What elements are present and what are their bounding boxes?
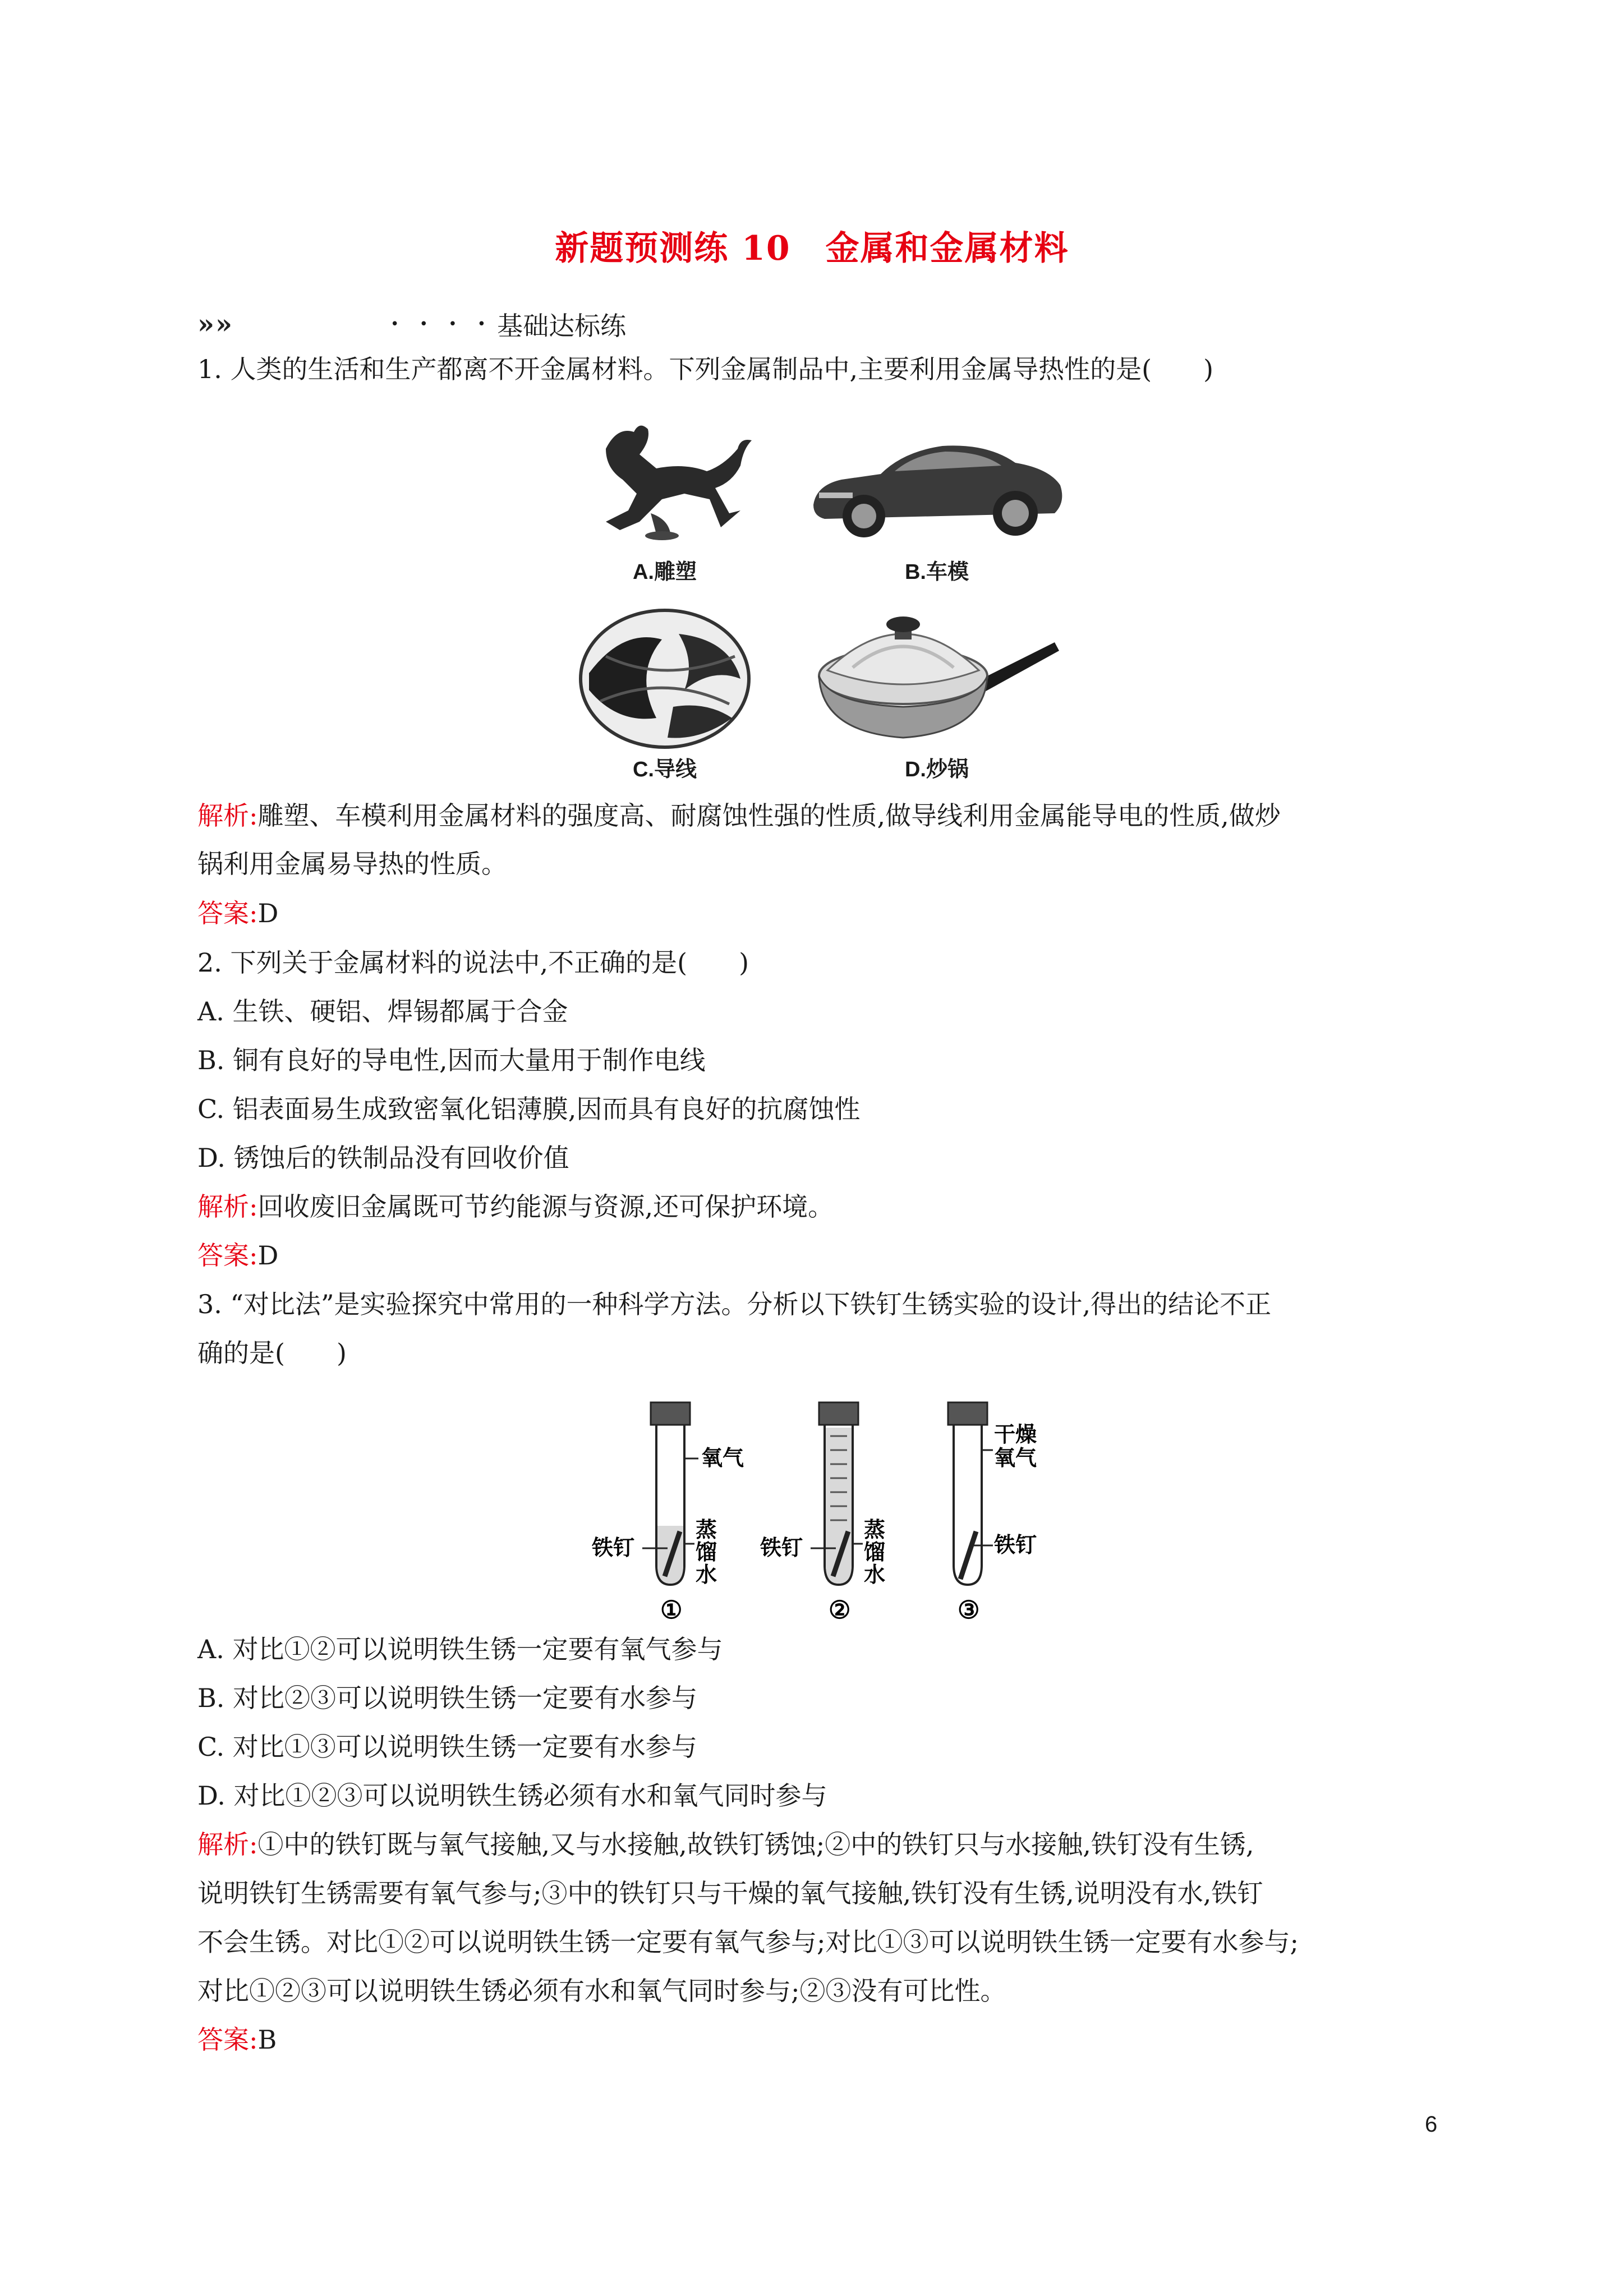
q1-analysis-line1 [197, 799, 1281, 832]
page-number: 6 [1425, 2112, 1438, 2137]
tube2-water-label-2: 馏 [864, 1541, 886, 1565]
horse-sculpture-image [572, 415, 757, 544]
q2-answer-value: D [257, 1240, 279, 1271]
tube2-water-label-1: 蒸 [864, 1519, 886, 1542]
tube1-water-label-1: 蒸 [696, 1519, 717, 1542]
q2-option-d: D. 锈蚀后的铁制品没有回收价值 [197, 1143, 569, 1173]
q1-figure-label-b: B.车模 [904, 560, 969, 584]
q1-figure-label-a: A.雕塑 [632, 560, 697, 584]
q3-answer-prefix: 答案: [197, 2024, 258, 2055]
test-tube-3 [948, 1402, 1037, 1624]
q3-analysis-line1 [197, 1828, 1254, 1861]
q1-analysis-prefix: 解析: [197, 800, 258, 831]
page-title: 新题预测练 10 金属和金属材料 [555, 229, 1069, 268]
chevron-icon-2: » [215, 309, 228, 340]
q3-option-b: B. 对比②③可以说明铁生锈一定要有水参与 [197, 1683, 698, 1713]
tube3-top-label-2: 氧气 [994, 1447, 1037, 1470]
tube1-nail-label: 铁钉 [592, 1536, 635, 1560]
q2-option-c: C. 铝表面易生成致密氧化铝薄膜,因而具有良好的抗腐蚀性 [197, 1094, 861, 1124]
q2-option-b: B. 铜有良好的导电性,因而大量用于制作电线 [197, 1045, 706, 1075]
tube2-water-label-3: 水 [864, 1563, 886, 1587]
q3-stem-line1: 3. “对比法”是实验探究中常用的一种科学方法。分析以下铁钉生锈实验的设计,得出的结论不正 [197, 1289, 1272, 1319]
test-tube-figure [583, 1397, 1066, 1627]
q1-figure-label-c: C.导线 [632, 758, 697, 781]
tube2-number: ② [829, 1596, 851, 1624]
q3-analysis-line2: 说明铁钉生锈需要有氧气参与;③中的铁钉只与干燥的氧气接触,铁钉没有生锈,说明没有水,铁钉 [197, 1878, 1263, 1908]
q2-answer [197, 1239, 278, 1272]
q3-analysis-line4: 对比①②③可以说明铁生锈必须有水和氧气同时参与;②③没有可比性。 [197, 1976, 1006, 2006]
section-dots: • • • • [390, 316, 494, 333]
q1-answer-prefix: 答案: [197, 898, 258, 928]
section-label: 基础达标练 [497, 311, 627, 341]
q3-analysis-line3: 不会生锈。对比①②可以说明铁生锈一定要有氧气参与;对比①③可以说明铁生锈一定要有水参与; [197, 1927, 1299, 1957]
chevron-icon: » [197, 309, 210, 340]
q1-analysis-line2: 锅利用金属易导热的性质。 [197, 849, 507, 879]
q2-analysis-text: 回收废旧金属既可节约能源与资源,还可保护环境。 [257, 1191, 834, 1222]
tube2-nail-label: 铁钉 [760, 1536, 803, 1560]
q1-answer-value: D [257, 898, 279, 928]
wire-coil-image [572, 606, 757, 752]
q1-figure [561, 409, 1077, 791]
q1-answer [197, 896, 278, 930]
tube1-number: ① [660, 1596, 683, 1624]
q2-analysis [197, 1190, 834, 1223]
tube1-top-label: 氧气 [701, 1447, 744, 1470]
test-tube-2 [760, 1402, 885, 1624]
q1-analysis-text: 雕塑、车模利用金属材料的强度高、耐腐蚀性强的性质,做导线利用金属能导电的性质,做炒 [257, 800, 1281, 831]
q3-stem-line2: 确的是( ) [197, 1338, 347, 1368]
tube3-number: ③ [958, 1596, 980, 1624]
tube1-water-label-3: 水 [696, 1563, 717, 1587]
q2-option-a: A. 生铁、硬铝、焊锡都属于合金 [197, 996, 568, 1027]
tube3-nail-label: 铁钉 [994, 1534, 1037, 1557]
tube3-top-label-1: 干燥 [994, 1423, 1037, 1447]
q1-figure-label-d: D.炒锅 [904, 758, 969, 781]
q2-answer-prefix: 答案: [197, 1240, 258, 1271]
q3-analysis-text: ①中的铁钉既与氧气接触,又与水接触,故铁钉锈蚀;②中的铁钉只与水接触,铁钉没有生锈, [257, 1829, 1254, 1860]
section-header [197, 306, 626, 343]
q1-stem: 1. 人类的生活和生产都离不开金属材料。下列金属制品中,主要利用金属导热性的是( ) [197, 354, 1214, 384]
q3-analysis-prefix: 解析: [197, 1829, 258, 1860]
q2-stem: 2. 下列关于金属材料的说法中,不正确的是( ) [197, 947, 749, 978]
q3-option-a: A. 对比①②可以说明铁生锈一定要有氧气参与 [197, 1634, 723, 1664]
frying-pan-image [808, 603, 1060, 752]
tube1-water-label-2: 馏 [696, 1541, 717, 1565]
test-tube-1 [591, 1402, 744, 1624]
q3-option-d: D. 对比①②③可以说明铁生锈必须有水和氧气同时参与 [197, 1780, 827, 1811]
q2-analysis-prefix: 解析: [197, 1191, 258, 1222]
q3-option-c: C. 对比①③可以说明铁生锈一定要有水参与 [197, 1732, 697, 1762]
q3-answer-value: B [257, 2024, 277, 2055]
q3-answer [197, 2023, 277, 2056]
car-model-image [802, 421, 1071, 550]
